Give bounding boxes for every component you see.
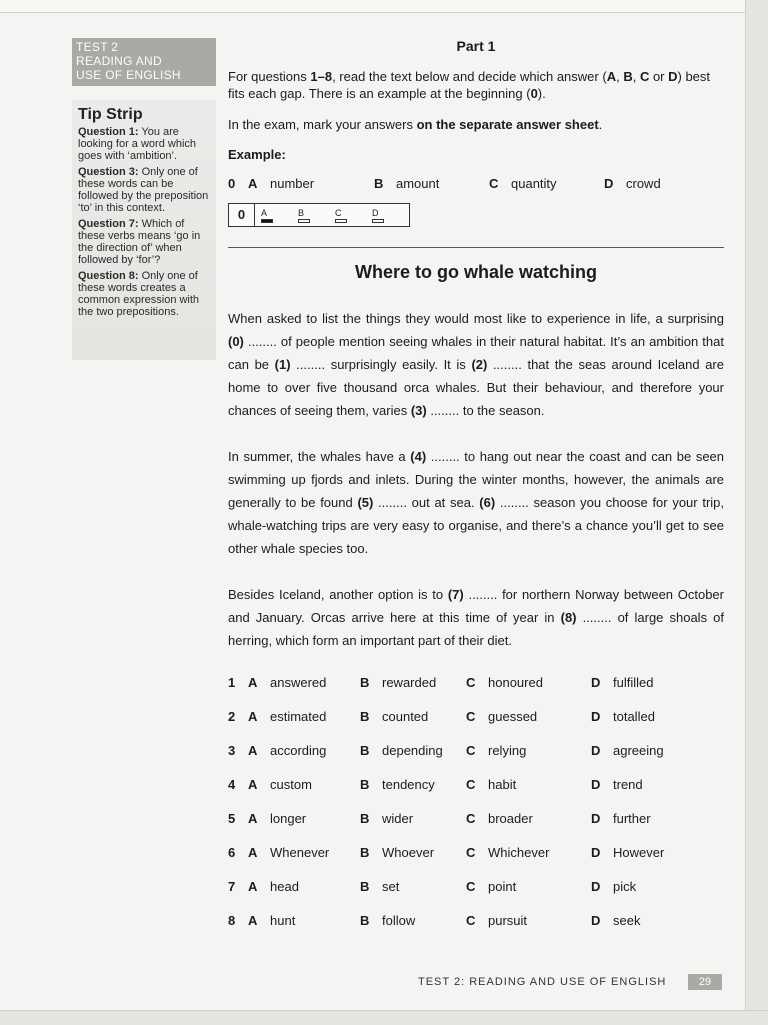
footer-label: TEST 2: READING AND USE OF ENGLISH (418, 976, 667, 988)
instructions: For questions 1–8, read the text below and decide which answer (A, B, C or D) best fits each gap. There is an example at the beginning (0). (228, 69, 711, 101)
test-label-line: TEST 2 (76, 40, 119, 54)
question-option-c: C habit (466, 777, 517, 792)
question-option-d: D totalled (591, 709, 655, 724)
question-option-a: A Whenever (248, 845, 330, 860)
passage-paragraph: When asked to list the things they would most like to experience in life, a surprising (0) ........ of people mention seeing whales in their natural habitat. It’s an ambition that can be (1) ........ surprisingly easily. It is (2) ........ that the seas around Iceland are home to over five thousand orca whales. But their behaviour, and therefore your chances of seeing them, varies (3) ........ to the season. (228, 311, 724, 418)
question-option-d: D fulfilled (591, 675, 654, 690)
top-edge (0, 0, 768, 13)
question-option-b: B wider (360, 811, 414, 826)
page-number: 29 (688, 974, 722, 990)
answer-grid-cell: B (298, 208, 335, 223)
question-number: 5 (228, 811, 236, 826)
question-option-a: A custom (248, 777, 312, 792)
example-option: A number (248, 176, 315, 191)
answer-grid-cell: A (261, 208, 298, 223)
question-list (228, 675, 724, 947)
question-option-a: A head (248, 879, 299, 894)
question-number: 1 (228, 675, 236, 690)
question-option-d: D agreeing (591, 743, 664, 758)
tip-item: Question 7: Which of these verbs means ‘go in the direction of’ when followed by ‘for’? (78, 218, 201, 266)
answer-grid-options (255, 208, 409, 223)
question-option-b: B rewarded (360, 675, 437, 690)
question-option-b: B Whoever (360, 845, 435, 860)
test-label-line: READING AND (76, 54, 162, 68)
tip-strip (72, 100, 216, 360)
test-section-label (72, 38, 216, 86)
question-number: 7 (228, 879, 236, 894)
question-row (228, 913, 724, 947)
question-option-c: C pursuit (466, 913, 528, 928)
question-row (228, 811, 724, 845)
right-edge (745, 0, 768, 1024)
question-row (228, 743, 724, 777)
question-option-a: A answered (248, 675, 327, 690)
question-option-c: C guessed (466, 709, 538, 724)
question-row (228, 879, 724, 913)
question-option-b: B follow (360, 913, 416, 928)
question-number: 4 (228, 777, 236, 792)
tip-item: Question 8: Only one of these words creates a common expression with the two prepositions. (78, 270, 200, 318)
question-number: 6 (228, 845, 236, 860)
question-option-a: A estimated (248, 709, 327, 724)
question-option-d: D seek (591, 913, 641, 928)
question-option-d: D further (591, 811, 651, 826)
question-option-c: C honoured (466, 675, 543, 690)
question-option-d: D However (591, 845, 665, 860)
example-option: D crowd (604, 176, 661, 191)
question-row (228, 777, 724, 811)
answer-mark (261, 219, 273, 223)
question-row (228, 845, 724, 879)
answer-mark (335, 219, 347, 223)
answer-grid-cell: D (372, 208, 409, 223)
tip-list (78, 126, 210, 318)
tip-item: Question 3: Only one of these words can be followed by the preposition ‘to’ in this context. (78, 166, 209, 214)
question-option-a: A longer (248, 811, 307, 826)
question-option-d: D pick (591, 879, 637, 894)
tip-item: Question 1: You are looking for a word which goes with ‘ambition’. (78, 126, 197, 162)
question-number: 8 (228, 913, 236, 928)
bottom-edge (0, 1010, 768, 1025)
question-option-b: B set (360, 879, 400, 894)
question-option-b: B tendency (360, 777, 435, 792)
question-number: 2 (228, 709, 236, 724)
example-number: 0 (228, 176, 236, 191)
passage-paragraph: Besides Iceland, another option is to (7) ........ for northern Norway between October and January. Orcas arrive here at this time of year in (8) ........ of large shoals of herring, which form an important part of their diet. (228, 587, 724, 648)
example-answer-grid (228, 203, 410, 227)
question-number: 3 (228, 743, 236, 758)
question-option-d: D trend (591, 777, 643, 792)
example-option: B amount (374, 176, 440, 191)
exam-note: In the exam, mark your answers on the separate answer sheet. (228, 117, 603, 132)
answer-grid-number: 0 (229, 204, 255, 226)
example-row (228, 176, 724, 191)
question-option-b: B counted (360, 709, 429, 724)
answer-mark (372, 219, 384, 223)
passage-title: Where to go whale watching (354, 262, 597, 282)
main-content (228, 30, 724, 947)
question-option-c: C Whichever (466, 845, 550, 860)
passage-paragraph: In summer, the whales have a (4) ........ to hang out near the coast and can be seen swimming up fjords and inlets. During the winter months, however, the animals are generally to be found (5) ........ out at sea. (6) ........ season you choose for your trip, whale-watching trips are very easy to organise, and there’s a chance you’ll get to see other whale species too. (228, 449, 725, 556)
tip-strip-title: Tip Strip (78, 106, 143, 123)
example-label: Example: (228, 147, 286, 162)
question-option-a: A hunt (248, 913, 296, 928)
part-title: Part 1 (456, 38, 496, 54)
question-option-b: B depending (360, 743, 443, 758)
question-row (228, 709, 724, 743)
question-option-c: C broader (466, 811, 533, 826)
answer-grid-cell: C (335, 208, 372, 223)
question-option-c: C point (466, 879, 517, 894)
question-option-a: A according (248, 743, 327, 758)
example-option: C quantity (489, 176, 557, 191)
answer-mark (298, 219, 310, 223)
question-row (228, 675, 724, 709)
divider (228, 247, 724, 248)
passage-text (228, 307, 724, 652)
question-option-c: C relying (466, 743, 527, 758)
test-label-line: USE OF ENGLISH (76, 68, 181, 82)
